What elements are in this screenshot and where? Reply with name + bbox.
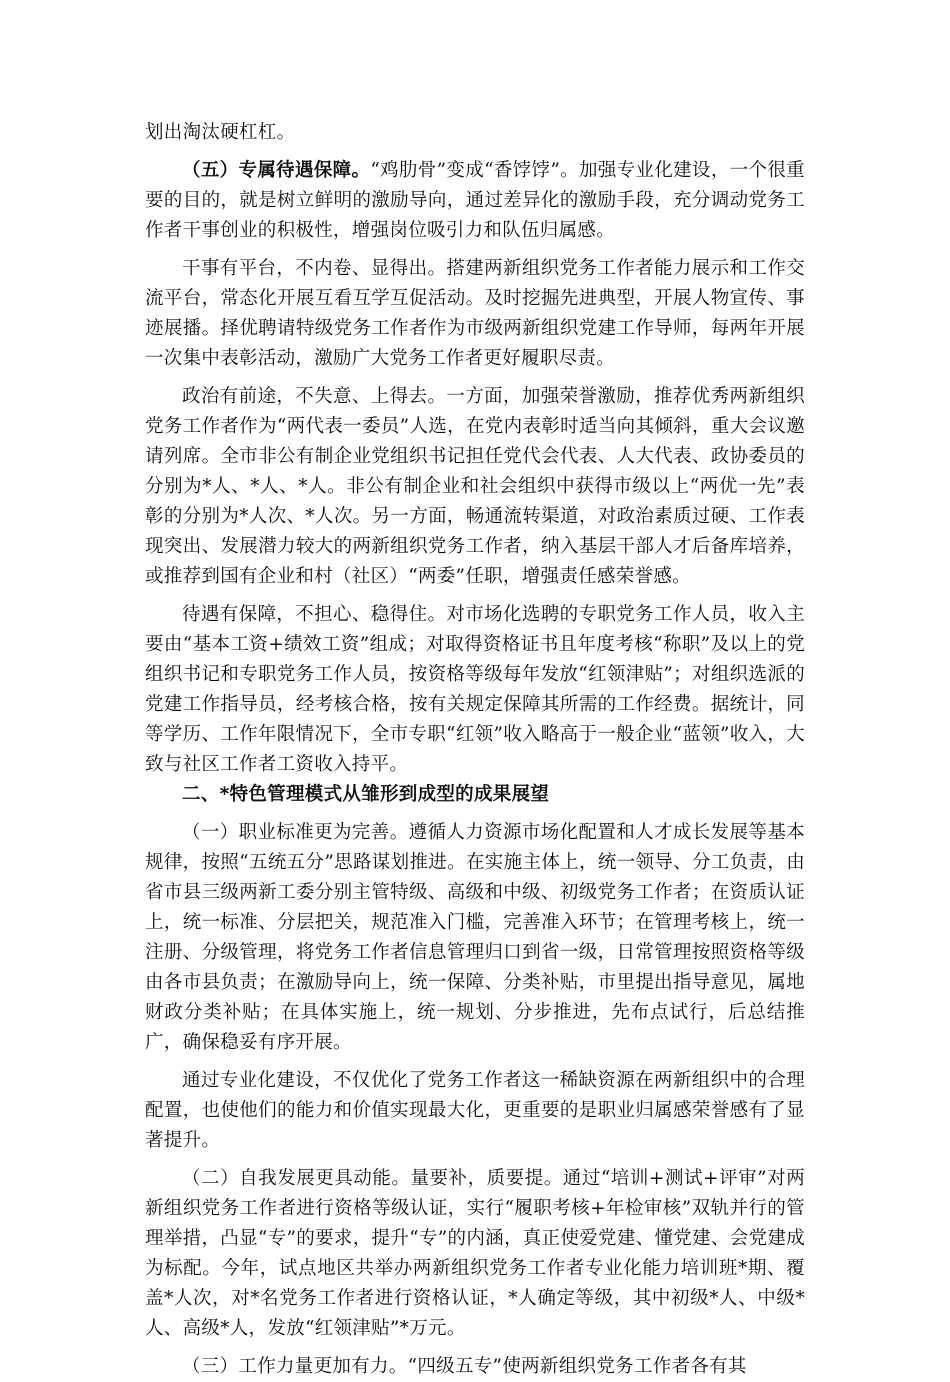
paragraph-work-force: （三）工作力量更加有力。“四级五专”使两新组织党务工作者各有其 [182, 1356, 747, 1377]
paragraph-continuation: 划出淘汰硬杠杠。 [145, 122, 296, 143]
paragraph-political-future: 政治有前途，不失意、上得去。一方面，加强荣誉激励，推荐优秀两新组织党务工作者作为“两代表一委员”人选，在党内表彰时适当向其倾斜，重大会议邀请列席。全市非公有制企业党组织书记担任党代会代表、人大代表、政协委员的分别为*人、*人、*人。非公有制企业和社会组织中获得市级以上“两优一先”表彰的分别为*人次、*人次。另一方面，畅通流转渠道，对政治素质过硬、工作表现突出、发展潜力较大的两新组织党务工作者，纳入基层干部人才后备库培养，或推荐到国有企业和村（社区）“两委”任职，增强责任感荣誉感。 [145, 386, 805, 587]
document-page [145, 118, 805, 1382]
paragraph-exclusive-treatment [145, 156, 805, 246]
paragraph-salary-guarantee: 待遇有保障，不担心、稳得住。对市场化选聘的专职党务工作人员，收入主要由“基本工资+绩效工资”组成；对取得资格证书且年度考核“称职”及以上的党组织书记和专职党务工作人员，按资格等级每年发放“红领津贴”；对组织选派的党建工作指导员，经考核合格，按有关规定保障其所需的工作经费。据统计，同等学历、工作年限情况下，全市专职“红领”收入略高于一般企业“蓝领”收入，大致与社区工作者工资收入持平。 [145, 604, 805, 775]
paragraph-work-platform: 干事有平台，不内卷、显得出。搭建两新组织党务工作者能力展示和工作交流平台，常态化开展互看互学互促活动。及时挖掘先进典型，开展人物宣传、事迹展播。择优聘请特级党务工作者作为市级两新组织党建工作导师，每两年开展一次集中表彰活动，激励广大党务工作者更好履职尽责。 [145, 258, 805, 369]
paragraph-body: “鸡肋骨”变成“香饽饽”。加强专业化建设，一个很重要的目的，就是树立鲜明的激励导向，通过差异化的激励手段，充分调动党务工作者干事创业的积极性，增强岗位吸引力和队伍归属感。 [145, 160, 805, 241]
paragraph-self-development: （二）自我发展更具动能。量要补，质要提。通过“培训+测试+评审”对两新组织党务工作者进行资格等级认证，实行“履职考核+年检审核”双轨并行的管理举措，凸显“专”的要求，提升“专”的内涵，真正使爱党建、懂党建、会党建成为标配。今年，试点地区共举办两新组织党务工作者专业化能力培训班*期、覆盖*人次，对*名党务工作者进行资格认证，*人确定等级，其中初级*人、中级*人、高级*人，发放“红领津贴”*万元。 [145, 1168, 805, 1339]
section-heading: 二、*特色管理模式从雏形到成型的成果展望 [182, 784, 550, 805]
paragraph-professionalization: 通过专业化建设，不仅优化了党务工作者这一稀缺资源在两新组织中的合理配置，也使他们的能力和价值实现最大化，更重要的是职业归属感荣誉感有了显著提升。 [145, 1070, 805, 1151]
paragraph-professional-standard: （一）职业标准更为完善。遵循人力资源市场化配置和人才成长发展等基本规律，按照“五统五分”思路谋划推进。在实施主体上，统一领导、分工负责，由省市县三级两新工委分别主管特级、高级和中级、初级党务工作者；在资质认证上，统一标准、分层把关，规范准入门槛，完善准入环节；在管理考核上，统一注册、分级管理，将党务工作者信息管理归口到省一级，日常管理按照资格等级由各市县负责；在激励导向上，统一保障、分类补贴，市里提出指导意见，属地财政分类补贴；在具体实施上，统一规划、分步推进，先布点试行，后总结推广，确保稳妥有序开展。 [145, 822, 805, 1053]
paragraph-lead-heading: （五）专属待遇保障。 [182, 160, 371, 181]
